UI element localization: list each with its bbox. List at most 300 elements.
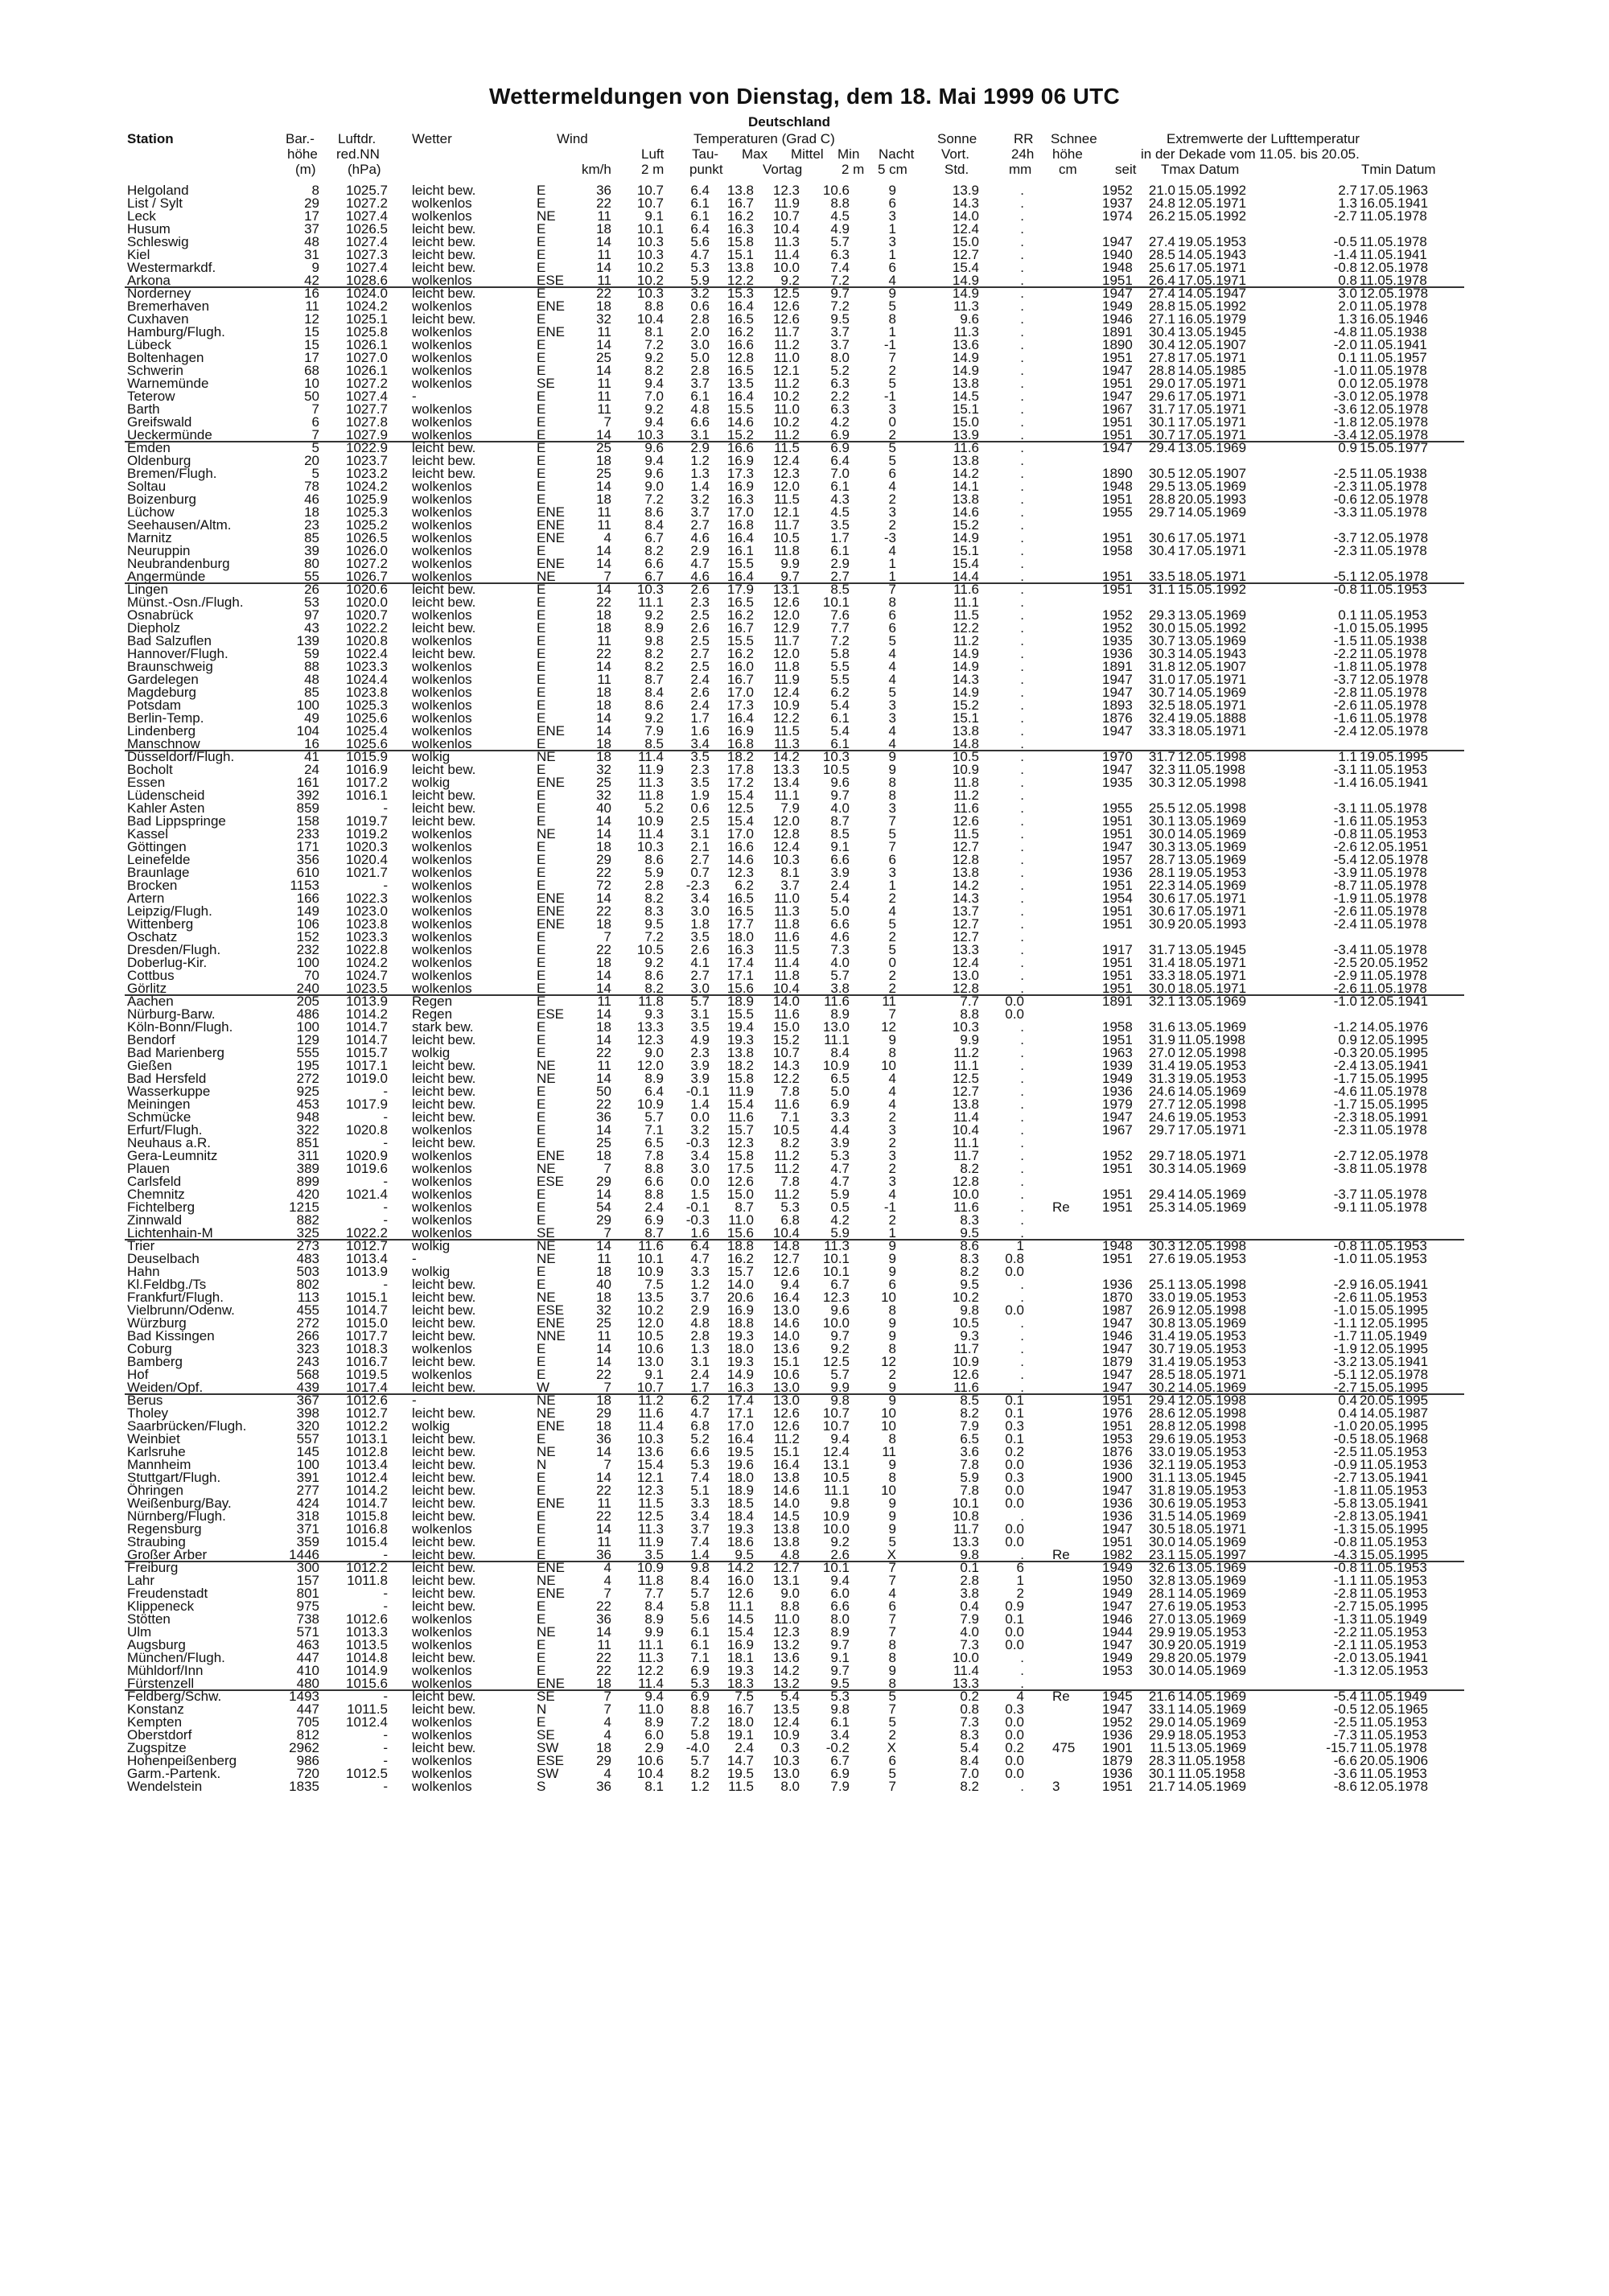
cell-luftdruck: 1027.4 xyxy=(346,389,388,404)
cell-wind-dir: E xyxy=(537,543,546,558)
cell-tmin: -1.0 xyxy=(1333,1418,1357,1434)
cell-tmax: 31.7 xyxy=(1148,749,1175,764)
cell-temp-min: 7.2 xyxy=(830,273,850,288)
cell-wind-dir: E xyxy=(537,878,546,893)
cell-tmax-datum: 18.05.1971 xyxy=(1178,723,1247,739)
header-station: Station xyxy=(127,131,174,146)
cell-bar-hoehe: 300 xyxy=(296,1560,319,1575)
cell-temp-min: 7.9 xyxy=(830,1779,850,1794)
cell-station: Hof xyxy=(127,1367,149,1382)
cell-seit: 1958 xyxy=(1102,543,1133,558)
cell-wetter: leicht bew. xyxy=(412,1135,476,1150)
cell-tmax: 25.3 xyxy=(1148,1199,1175,1215)
cell-rr: 0.0 xyxy=(1005,1766,1024,1781)
cell-temp-nacht: 9 xyxy=(888,1393,896,1408)
cell-luftdruck: 1014.7 xyxy=(346,1019,388,1035)
cell-luftdruck: 1024.2 xyxy=(346,955,388,970)
cell-bar-hoehe: 948 xyxy=(296,1109,319,1125)
cell-temp-nacht: 7 xyxy=(888,839,896,854)
cell-seit: 1936 xyxy=(1102,1277,1133,1292)
cell-temp-max: 18.9 xyxy=(726,1483,754,1498)
cell-station: Düsseldorf/Flugh. xyxy=(127,749,235,764)
cell-bar-hoehe: 371 xyxy=(296,1521,319,1537)
cell-temp-max: 15.8 xyxy=(726,1148,754,1163)
cell-wind-speed: 14 xyxy=(596,1444,611,1459)
cell-temp-tau: 3.4 xyxy=(690,891,710,906)
cell-temp-tau: 3.7 xyxy=(690,376,710,391)
cell-wind-speed: 18 xyxy=(596,1418,611,1434)
cell-tmax-datum: 13.05.1945 xyxy=(1178,1470,1247,1485)
cell-temp-max: 16.2 xyxy=(726,324,754,339)
cell-wind-speed: 14 xyxy=(596,582,611,597)
cell-tmin-datum: 13.05.1941 xyxy=(1360,1470,1429,1485)
cell-luftdruck: 1019.2 xyxy=(346,826,388,841)
cell-temp-max: 18.8 xyxy=(726,1315,754,1331)
cell-sonne: 11.7 xyxy=(953,1148,979,1163)
cell-wind-speed: 18 xyxy=(596,1290,611,1305)
cell-tmin-datum: 12.05.1965 xyxy=(1360,1701,1429,1717)
cell-tmin: -1.0 xyxy=(1333,994,1357,1009)
cell-temp-nacht: 4 xyxy=(888,672,896,687)
cell-luftdruck: 1014.7 xyxy=(346,1032,388,1047)
cell-luftdruck: 1025.6 xyxy=(346,736,388,751)
cell-wind-speed: 7 xyxy=(603,1225,611,1241)
cell-temp-nacht: 2 xyxy=(888,929,896,944)
cell-wetter: wolkenlos xyxy=(412,401,472,417)
cell-bar-hoehe: 311 xyxy=(297,1148,319,1163)
cell-wind-dir: ENE xyxy=(537,556,565,571)
cell-wetter: wolkenlos xyxy=(412,1676,472,1691)
cell-temp-min: 7.3 xyxy=(830,942,850,957)
cell-temp-mittel: 7.8 xyxy=(780,1084,800,1099)
cell-wind-speed: 14 xyxy=(596,1521,611,1537)
cell-temp-luft: 7.2 xyxy=(644,337,664,352)
cell-temp-nacht: 4 xyxy=(888,479,896,494)
cell-temp-mittel: 12.6 xyxy=(772,1405,800,1421)
cell-tmax-datum: 19.05.1953 xyxy=(1178,1483,1247,1498)
cell-temp-tau: 4.7 xyxy=(690,556,710,571)
cell-rr: 0.0 xyxy=(1005,1624,1024,1640)
cell-temp-min: 6.9 xyxy=(830,1097,850,1112)
cell-luftdruck: 1013.4 xyxy=(346,1251,388,1266)
cell-temp-luft: 7.9 xyxy=(644,723,664,739)
cell-station: Karlsruhe xyxy=(127,1444,186,1459)
cell-tmax: 21.0 xyxy=(1148,183,1175,198)
cell-temp-max: 15.4 xyxy=(726,788,754,803)
cell-tmax-datum: 19.05.1953 xyxy=(1178,1444,1247,1459)
cell-temp-nacht: 7 xyxy=(888,1573,896,1588)
cell-luftdruck: 1012.4 xyxy=(346,1470,388,1485)
cell-luftdruck: 1019.7 xyxy=(346,813,388,829)
cell-sonne: 11.7 xyxy=(953,1341,979,1356)
cell-tmax-datum: 15.05.1992 xyxy=(1178,582,1247,597)
cell-temp-mittel: 9.2 xyxy=(780,273,800,288)
cell-temp-nacht: 10 xyxy=(881,1290,896,1305)
cell-tmax: 29.8 xyxy=(1148,1650,1175,1665)
cell-luftdruck: 1027.2 xyxy=(346,376,388,391)
cell-temp-luft: 8.7 xyxy=(644,672,664,687)
cell-station: Teterow xyxy=(127,389,175,404)
cell-wind-dir: E xyxy=(537,800,546,816)
cell-temp-nacht: 3 xyxy=(888,234,896,249)
cell-temp-min: 8.9 xyxy=(830,1624,850,1640)
cell-tmin-datum: 12.05.1953 xyxy=(1360,1663,1429,1678)
cell-rr: 0.0 xyxy=(1005,1264,1024,1279)
cell-temp-min: 3.7 xyxy=(830,337,850,352)
cell-tmin-datum: 12.05.1995 xyxy=(1360,1341,1429,1356)
cell-temp-max: 18.2 xyxy=(726,749,754,764)
cell-temp-tau: 1.4 xyxy=(690,1547,710,1562)
cell-wind-dir: NE xyxy=(537,1624,556,1640)
cell-temp-nacht: 9 xyxy=(888,1663,896,1678)
cell-luftdruck: 1020.9 xyxy=(346,1148,388,1163)
cell-temp-nacht: 4 xyxy=(888,903,896,919)
cell-temp-luft: 12.1 xyxy=(636,1470,664,1485)
cell-temp-luft: 11.4 xyxy=(638,1676,664,1691)
cell-tmin-datum: 12.05.1978 xyxy=(1360,1367,1429,1382)
cell-station: Trier xyxy=(127,1238,155,1253)
cell-tmax: 21.7 xyxy=(1148,1779,1175,1794)
cell-temp-tau: 2.7 xyxy=(690,852,710,867)
cell-wind-dir: E xyxy=(537,1534,546,1549)
cell-wind-speed: 7 xyxy=(603,1380,611,1395)
cell-wetter: leicht bew. xyxy=(412,1701,476,1717)
cell-wetter: wolkenlos xyxy=(412,350,472,365)
cell-sonne: 12.2 xyxy=(952,620,979,636)
cell-wind-dir: NE xyxy=(537,1071,556,1086)
cell-temp-luft: 8.8 xyxy=(644,298,664,314)
cell-tmax: 11.5 xyxy=(1150,1740,1175,1755)
cell-temp-tau: 2.4 xyxy=(690,1367,710,1382)
cell-station: Wittenberg xyxy=(127,916,194,932)
cell-wind-speed: 22 xyxy=(596,1483,611,1498)
cell-station: Nürnberg/Flugh. xyxy=(127,1508,226,1524)
cell-station: Lindenberg xyxy=(127,723,196,739)
cell-bar-hoehe: 97 xyxy=(304,607,319,623)
cell-tmax: 31.5 xyxy=(1148,1508,1175,1524)
cell-temp-max: 16.4 xyxy=(726,1431,754,1446)
cell-sonne: 15.4 xyxy=(952,556,979,571)
cell-wind-speed: 4 xyxy=(603,1766,611,1781)
cell-temp-luft: 8.1 xyxy=(644,324,664,339)
cell-temp-nacht: -1 xyxy=(883,337,896,352)
cell-temp-luft: 7.2 xyxy=(644,492,664,507)
cell-wetter: wolkenlos xyxy=(412,1766,472,1781)
cell-temp-nacht: 4 xyxy=(888,273,896,288)
cell-sonne: 11.3 xyxy=(953,324,979,339)
cell-temp-max: 17.1 xyxy=(726,968,754,983)
cell-bar-hoehe: 113 xyxy=(297,1290,319,1305)
cell-seit: 1949 xyxy=(1102,1071,1133,1086)
cell-station: Lübeck xyxy=(127,337,171,352)
cell-tmax: 27.6 xyxy=(1148,1251,1175,1266)
cell-temp-max: 12.8 xyxy=(726,350,754,365)
cell-temp-mittel: 11.8 xyxy=(774,659,800,674)
cell-temp-mittel: 7.1 xyxy=(780,1109,800,1125)
cell-tmax-datum: 14.05.1943 xyxy=(1178,247,1247,262)
cell-rr: . xyxy=(1020,800,1024,816)
cell-temp-luft: 11.0 xyxy=(638,1701,664,1717)
cell-rr: . xyxy=(1020,389,1024,404)
cell-temp-max: 16.3 xyxy=(726,1380,754,1395)
cell-seit: 1936 xyxy=(1102,646,1133,661)
cell-bar-hoehe: 812 xyxy=(296,1727,319,1743)
cell-wind-speed: 7 xyxy=(603,1689,611,1704)
cell-wind-dir: E xyxy=(537,414,546,430)
cell-luftdruck: 1026.0 xyxy=(346,543,388,558)
cell-station: Cuxhaven xyxy=(127,311,189,327)
cell-tmax-datum: 11.05.1998 xyxy=(1178,1032,1245,1047)
cell-sonne: 10.1 xyxy=(952,1496,979,1511)
cell-wetter: leicht bew. xyxy=(412,1650,476,1665)
cell-rr: 0.0 xyxy=(1005,1457,1024,1472)
cell-wind-speed: 22 xyxy=(596,646,611,661)
cell-sonne: 10.4 xyxy=(952,1122,979,1138)
header-tau: Tau- xyxy=(692,146,719,162)
cell-wind-speed: 4 xyxy=(603,1714,611,1730)
cell-luftdruck: 1020.8 xyxy=(346,633,388,648)
cell-temp-max: 17.8 xyxy=(726,762,754,777)
cell-temp-max: 15.4 xyxy=(726,1624,754,1640)
cell-luftdruck: 1020.0 xyxy=(346,595,388,610)
cell-temp-min: 1.7 xyxy=(830,530,850,545)
cell-tmax: 30.3 xyxy=(1148,1238,1175,1253)
cell-temp-mittel: 7.8 xyxy=(780,1174,800,1189)
cell-bar-hoehe: 145 xyxy=(296,1444,319,1459)
cell-temp-min: 4.0 xyxy=(830,800,850,816)
cell-wind-dir: E xyxy=(537,607,546,623)
cell-wetter: leicht bew. xyxy=(412,1277,476,1292)
cell-temp-tau: 4.6 xyxy=(690,530,710,545)
cell-bar-hoehe: 85 xyxy=(304,685,319,700)
cell-temp-max: 15.3 xyxy=(726,286,754,301)
cell-temp-mittel: 12.0 xyxy=(772,813,800,829)
cell-luftdruck: 1023.7 xyxy=(346,453,388,468)
cell-temp-mittel: 12.0 xyxy=(772,607,800,623)
cell-temp-min: 5.5 xyxy=(830,672,850,687)
cell-temp-min: 9.1 xyxy=(830,839,850,854)
cell-tmin: -2.1 xyxy=(1333,1637,1357,1652)
cell-rr: . xyxy=(1020,183,1024,198)
cell-rr: . xyxy=(1020,878,1024,893)
cell-rr: 0.3 xyxy=(1005,1470,1024,1485)
cell-temp-max: 16.9 xyxy=(726,453,754,468)
cell-wind-speed: 11 xyxy=(597,1328,611,1343)
cell-wetter: wolkenlos xyxy=(412,195,472,211)
cell-wind-speed: 18 xyxy=(596,453,611,468)
cell-tmax-datum: 14.05.1969 xyxy=(1178,878,1247,893)
cell-tmin: -2.7 xyxy=(1333,1148,1357,1163)
cell-temp-tau: 6.1 xyxy=(690,389,710,404)
cell-station: Lüdenscheid xyxy=(127,788,205,803)
cell-tmax-datum: 17.05.1971 xyxy=(1178,530,1247,545)
cell-tmax-datum: 13.05.1969 xyxy=(1178,852,1247,867)
cell-temp-tau: 6.4 xyxy=(690,1238,710,1253)
cell-sonne: 14.4 xyxy=(952,569,979,584)
cell-temp-mittel: 12.4 xyxy=(772,839,800,854)
cell-luftdruck: 1013.9 xyxy=(346,1264,388,1279)
table-row xyxy=(0,506,1609,519)
cell-temp-nacht: -3 xyxy=(883,530,896,545)
cell-temp-luft: 6.7 xyxy=(644,530,664,545)
cell-temp-nacht: 8 xyxy=(888,1302,896,1318)
cell-temp-luft: 6.9 xyxy=(644,1212,664,1228)
cell-wind-speed: 14 xyxy=(596,234,611,249)
cell-temp-max: 16.3 xyxy=(726,221,754,237)
cell-station: Bad Lippspringe xyxy=(127,813,226,829)
cell-wind-dir: E xyxy=(537,453,546,468)
cell-wind-dir: E xyxy=(537,1663,546,1678)
cell-tmin: -9.1 xyxy=(1333,1199,1357,1215)
cell-temp-mittel: 9.0 xyxy=(780,1586,800,1601)
cell-temp-tau: 5.6 xyxy=(690,1611,710,1627)
cell-temp-min: 7.4 xyxy=(830,260,850,275)
cell-temp-mittel: 11.3 xyxy=(774,903,800,919)
cell-station: Kempten xyxy=(127,1714,183,1730)
cell-tmin: -1.3 xyxy=(1333,1521,1357,1537)
cell-rr: 0.9 xyxy=(1005,1599,1024,1614)
cell-temp-nacht: 5 xyxy=(888,685,896,700)
cell-seit: 1951 xyxy=(1102,1161,1133,1176)
cell-luftdruck: 1013.9 xyxy=(346,994,388,1009)
cell-temp-mittel: 15.1 xyxy=(772,1354,800,1369)
cell-temp-min: 10.0 xyxy=(822,1315,850,1331)
cell-wetter: wolkenlos xyxy=(412,685,472,700)
header-schnee3: cm xyxy=(1059,162,1077,177)
cell-sonne: 9.3 xyxy=(960,1328,979,1343)
cell-tmin-datum: 11.05.1978 xyxy=(1360,234,1427,249)
cell-rr: . xyxy=(1020,376,1024,391)
cell-temp-min: 9.2 xyxy=(830,1341,850,1356)
cell-temp-mittel: 12.3 xyxy=(772,1624,800,1640)
cell-sonne: 14.9 xyxy=(952,273,979,288)
cell-temp-luft: 8.9 xyxy=(644,1611,664,1627)
cell-luftdruck: - xyxy=(383,1109,388,1125)
header-rr: RR xyxy=(1014,131,1034,146)
cell-tmin-datum: 13.05.1941 xyxy=(1360,1496,1429,1511)
cell-temp-luft: 9.2 xyxy=(644,710,664,726)
cell-rr: 0.0 xyxy=(1005,1727,1024,1743)
cell-temp-min: 4.7 xyxy=(830,1174,850,1189)
cell-temp-max: 14.6 xyxy=(726,852,754,867)
cell-temp-nacht: 2 xyxy=(888,891,896,906)
cell-tmax: 31.8 xyxy=(1148,1483,1175,1498)
cell-temp-mittel: 12.9 xyxy=(772,620,800,636)
cell-temp-min: 6.0 xyxy=(830,1586,850,1601)
cell-bar-hoehe: 205 xyxy=(296,994,319,1009)
cell-temp-min: 9.5 xyxy=(830,311,850,327)
cell-tmax: 30.6 xyxy=(1148,530,1175,545)
cell-temp-mittel: 12.7 xyxy=(772,1560,800,1575)
cell-wind-dir: E xyxy=(537,1277,546,1292)
cell-wetter: leicht bew. xyxy=(412,1084,476,1099)
cell-bar-hoehe: 100 xyxy=(296,1019,319,1035)
cell-temp-tau: 5.3 xyxy=(690,260,710,275)
cell-temp-nacht: 10 xyxy=(881,1405,896,1421)
cell-temp-luft: 10.5 xyxy=(636,942,664,957)
cell-tmin: -2.3 xyxy=(1333,479,1357,494)
table-row xyxy=(0,1780,1609,1793)
cell-station: Oberstdorf xyxy=(127,1727,192,1743)
cell-tmin-datum: 11.05.1953 xyxy=(1360,813,1427,829)
cell-temp-min: 6.6 xyxy=(830,1599,850,1614)
cell-luftdruck: 1012.2 xyxy=(346,1418,388,1434)
cell-temp-max: 9.5 xyxy=(735,1547,754,1562)
cell-seit: 1979 xyxy=(1102,1097,1133,1112)
cell-rr: . xyxy=(1020,736,1024,751)
cell-temp-max: 17.9 xyxy=(726,582,754,597)
cell-wind-speed: 14 xyxy=(596,1122,611,1138)
cell-temp-luft: 10.6 xyxy=(636,1341,664,1356)
cell-wetter: leicht bew. xyxy=(412,1431,476,1446)
cell-tmax: 30.6 xyxy=(1148,903,1175,919)
cell-temp-mittel: 11.7 xyxy=(774,517,800,533)
cell-temp-min: 5.8 xyxy=(830,646,850,661)
cell-temp-nacht: 5 xyxy=(888,1689,896,1704)
cell-temp-nacht: 6 xyxy=(888,620,896,636)
cell-temp-luft: 8.8 xyxy=(644,1161,664,1176)
cell-tmin-datum: 11.05.1953 xyxy=(1360,1483,1427,1498)
cell-sonne: 12.4 xyxy=(952,955,979,970)
cell-temp-min: 4.5 xyxy=(830,208,850,224)
cell-station: Kassel xyxy=(127,826,169,841)
cell-tmin-datum: 12.05.1978 xyxy=(1360,1779,1429,1794)
cell-sonne: 11.2 xyxy=(953,633,979,648)
cell-station: Großer Arber xyxy=(127,1547,208,1562)
cell-seit: 1955 xyxy=(1102,800,1133,816)
cell-temp-min: 9.2 xyxy=(830,1534,850,1549)
cell-wind-speed: 36 xyxy=(596,1779,611,1794)
cell-bar-hoehe: 455 xyxy=(296,1302,319,1318)
cell-temp-tau: 3.2 xyxy=(690,286,710,301)
cell-tmax: 30.7 xyxy=(1148,1341,1175,1356)
cell-luftdruck: 1028.6 xyxy=(346,273,388,288)
cell-temp-nacht: 2 xyxy=(888,981,896,996)
cell-temp-mittel: 10.5 xyxy=(772,1122,800,1138)
cell-temp-tau: 1.4 xyxy=(690,479,710,494)
cell-wetter: leicht bew. xyxy=(412,1534,476,1549)
cell-temp-max: 18.8 xyxy=(726,1238,754,1253)
cell-temp-tau: 7.4 xyxy=(690,1470,710,1485)
cell-wetter: wolkenlos xyxy=(412,968,472,983)
cell-temp-min: 6.1 xyxy=(830,543,850,558)
cell-tmin: -2.6 xyxy=(1333,981,1357,996)
cell-wind-speed: 40 xyxy=(596,800,611,816)
cell-rr: . xyxy=(1020,1663,1024,1678)
cell-tmax: 29.7 xyxy=(1148,1122,1175,1138)
cell-temp-mittel: 6.8 xyxy=(780,1212,800,1228)
cell-luftdruck: - xyxy=(383,1753,388,1768)
cell-temp-tau: 4.8 xyxy=(690,401,710,417)
cell-tmin: -2.7 xyxy=(1333,1380,1357,1395)
cell-temp-nacht: 1 xyxy=(888,569,896,584)
cell-wind-speed: 4 xyxy=(603,1560,611,1575)
cell-temp-min: 6.9 xyxy=(830,440,850,455)
cell-temp-luft: 9.1 xyxy=(644,1367,664,1382)
cell-temp-tau: 4.6 xyxy=(690,569,710,584)
cell-temp-min: 6.1 xyxy=(830,479,850,494)
cell-temp-min: 5.4 xyxy=(830,697,850,713)
cell-wind-speed: 11 xyxy=(597,401,611,417)
cell-temp-max: 17.0 xyxy=(726,504,754,520)
header-wetter: Wetter xyxy=(412,131,452,146)
cell-tmin: 0.4 xyxy=(1338,1393,1357,1408)
cell-tmin: -1.0 xyxy=(1333,1302,1357,1318)
cell-bar-hoehe: 48 xyxy=(304,672,319,687)
cell-temp-mittel: 14.6 xyxy=(772,1315,800,1331)
cell-tmin-datum: 11.05.1938 xyxy=(1360,324,1427,339)
cell-temp-luft: 9.3 xyxy=(644,1006,664,1022)
